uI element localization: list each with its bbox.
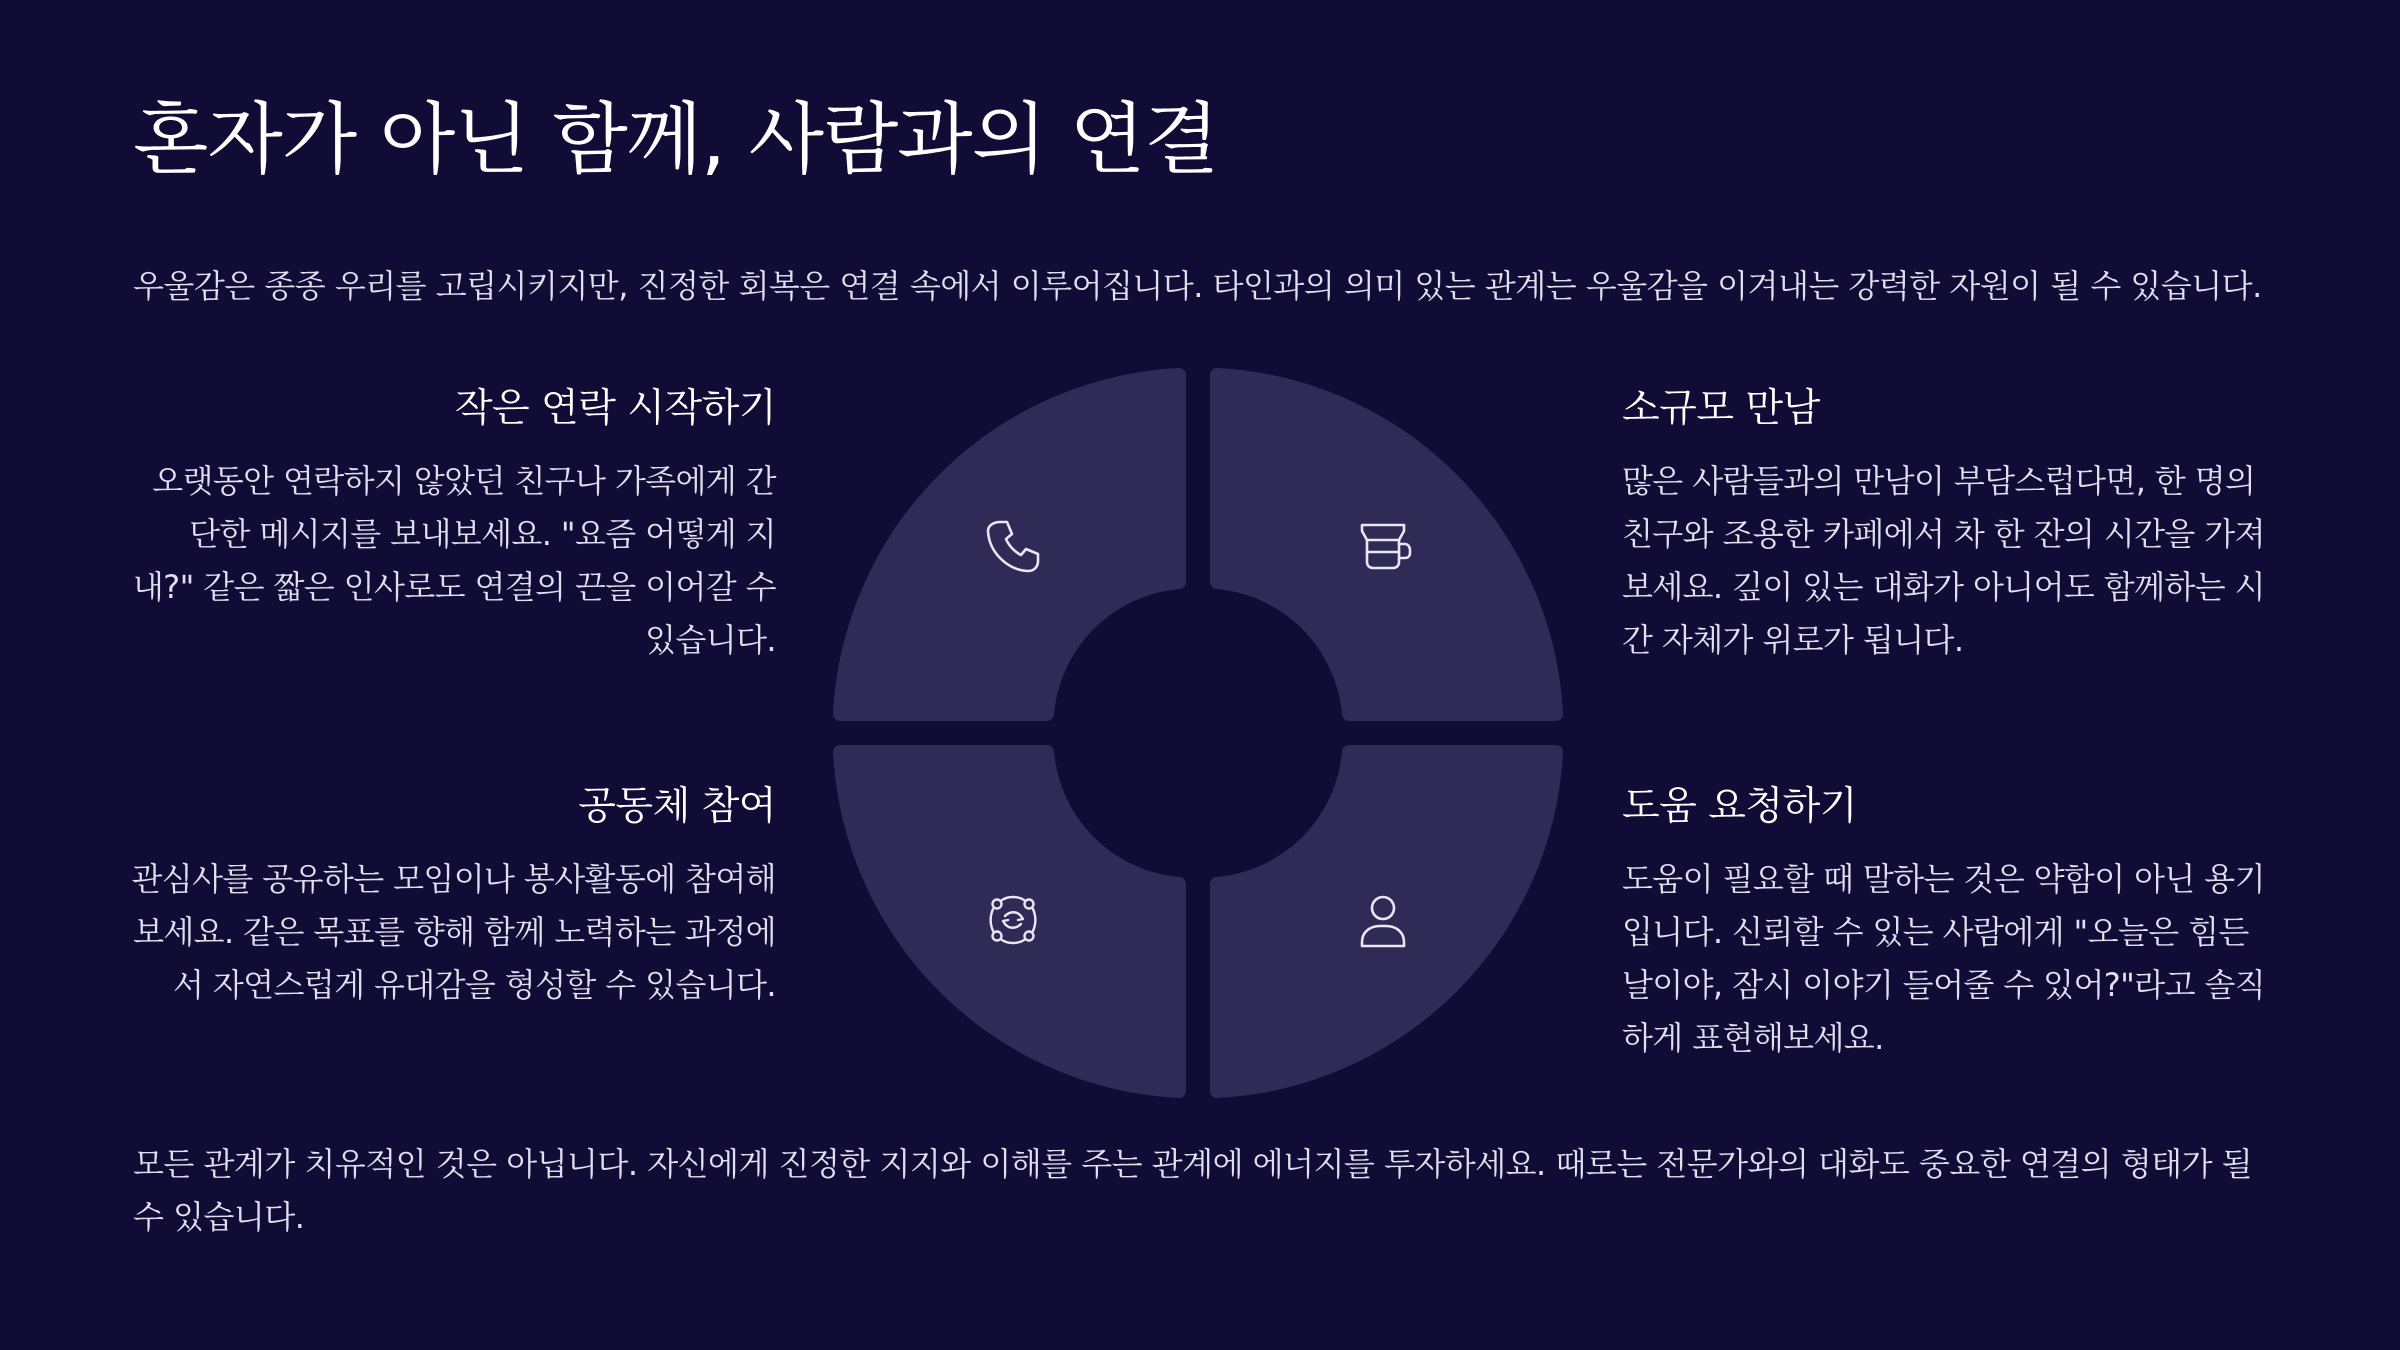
wheel-segment-top-right	[1217, 375, 1556, 714]
section-text: 많은 사람들과의 만남이 부담스럽다면, 한 명의 친구와 조용한 카페에서 차 한 잔의 시간을 가져보세요. 깊이 있는 대화가 아니어도 함께하는 시간 자체가 위로가 됩니다.	[1622, 461, 2265, 660]
wheel-segment-bottom-left	[840, 752, 1179, 1091]
section-text: 오랫동안 연락하지 않았던 친구나 가족에게 간단한 메시지를 보내보세요. "요즘 어떻게 지내?" 같은 짧은 인사로도 연결의 끈을 이어갈 수 있습니다.	[132, 461, 776, 660]
section-title: 공동체 참여	[578, 784, 776, 829]
wheel-segment-bottom-right	[1217, 752, 1556, 1091]
section-title: 도움 요청하기	[1622, 784, 1857, 829]
footer-text: 모든 관계가 치유적인 것은 아닙니다. 자신에게 진정한 지지와 이해를 주는 관계에 에너지를 투자하세요. 때로는 전문가와의 대화도 중요한 연결의 형태가 될 수 있습니다.	[133, 1145, 2253, 1237]
intro-text: 우울감은 종종 우리를 고립시키지만, 진정한 회복은 연결 속에서 이루어집니다. 타인과의 의미 있는 관계는 우울감을 이겨내는 강력한 자원이 될 수 있습니다.	[133, 267, 2262, 305]
section-title: 작은 연락 시작하기	[454, 386, 776, 431]
section-small-contact	[130, 384, 776, 667]
section-ask-help	[1622, 782, 2268, 1065]
connection-wheel	[822, 357, 1574, 1109]
section-text: 관심사를 공유하는 모임이나 봉사활동에 참여해보세요. 같은 목표를 향해 함께 노력하는 과정에서 자연스럽게 유대감을 형성할 수 있습니다.	[131, 859, 776, 1004]
section-title: 소규모 만남	[1622, 386, 1820, 431]
section-community	[130, 782, 776, 1012]
page-title: 혼자가 아닌 함께, 사람과의 연결	[133, 95, 1219, 185]
section-text: 도움이 필요할 때 말하는 것은 약함이 아닌 용기입니다. 신뢰할 수 있는 사람에게 "오늘은 힘든 날이야, 잠시 이야기 들어줄 수 있어?"라고 솔직하게 표현해보세요.	[1622, 859, 2266, 1058]
section-small-meeting	[1622, 384, 2268, 667]
